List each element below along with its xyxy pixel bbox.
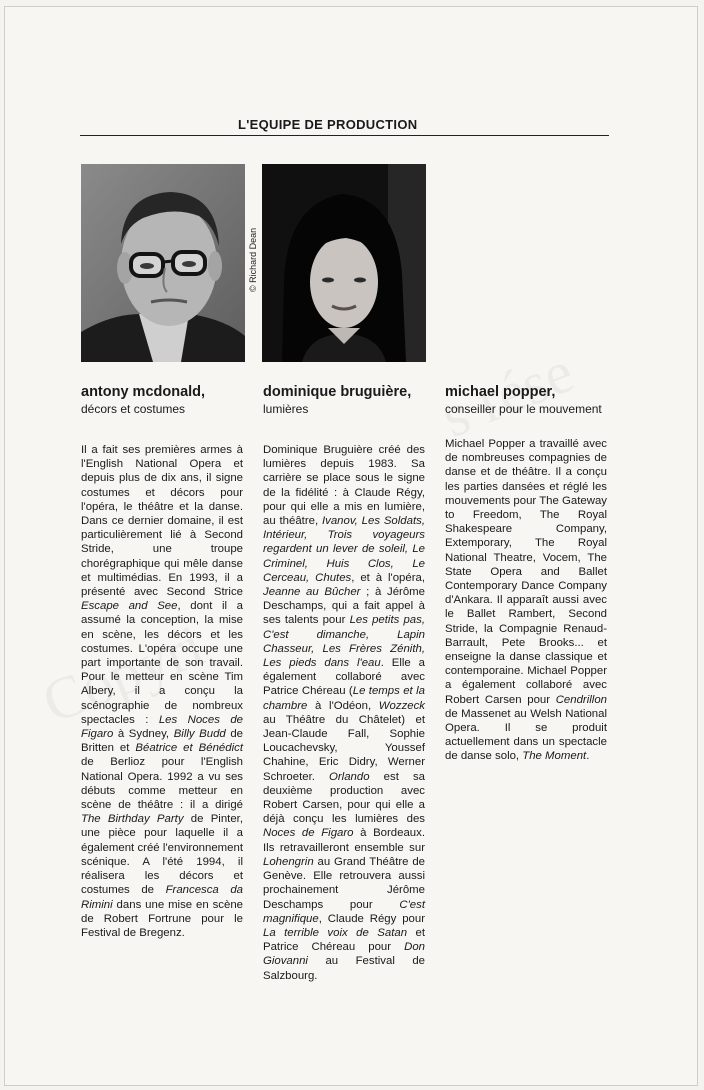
person-bio: Il a fait ses premières armes à l'English National Opera et depuis plus de dix ans, il signe costumes et décors pour l'opéra, le théâtre et la danse. Dans ce dernier domaine, il est particulièrement lié à Second Stride, une troupe chorégraphique qui mêle danse et multimédias. En 1993, il a présenté avec Second Strice Escape and See, dont il a assumé la conception, la mise en scène, les décors et les costumes. L'opéra occupe une part importante de son travail. Pour le metteur en scène Tim Albery, il a conçu la scénographie de nombreux spectacles : Les Noces de Figaro à Sydney, Billy Budd de Britten et Béatrice et Bénédict de Berlioz pour l'English National Opera. 1992 a vu ses débuts comme metteur en scène de théâtre : il a dirigé The Birthday Party de Pinter, une pièce pour laquelle il a également créé l'environnement scénique. A l'été 1994, il réalisera les décors et costumes de Francesca da Rimini dans une mise en scène de Robert Fortrune pour le Festival de Bregenz. bbox=[81, 444, 244, 939]
person-bio: Dominique Bruguière créé des lumières depuis 1983. Sa carrière se place sous le signe de la fidélité : à Claude Régy, pour qui elle a mis en lumière, au théâtre, Ivanov, Les Soldats, Intérieur, Trois voyageurs regardent un lever de soleil, Le Criminel, Huis Clos, Le Cerceau, Chutes, et à l'opéra, Jeanne au Bûcher ; à Jérôme Deschamps, qui a fait appel à ses talents pour Les petits pas, C'est dimanche, Lapin Chasseur, Les Frères Zénith, Les pieds dans l'eau. Elle a également collaboré avec Patrice Chéreau (Le temps et la chambre à l'Odéon, Wozzeck au Théâtre du Châtelet) et Jean-Claude Fall, Sophie Loucachevsky, Youssef Chahine, Eric Didry, Werner Schroeter. Orlando est sa deuxième production avec Robert Carsen, pour qui elle a déjà conçu les lumières des Noces de Figaro à Bordeaux. Ils retravailleront ensemble sur Lohengrin au Grand Théâtre de Genève. Elle retrouvera aussi prochainement Jérôme Deschamps pour C'est magnifique, Claude Régy pour La terrible voix de Satan et Patrice Chéreau pour Don Giovanni au Festival de Salzbourg. bbox=[263, 444, 426, 982]
page-title: L'EQUIPE DE PRODUCTION bbox=[238, 117, 418, 132]
title-rule bbox=[80, 135, 609, 136]
person-name: dominique bruguière, bbox=[263, 384, 412, 400]
column-antony-mcdonald bbox=[81, 384, 243, 940]
column-dominique-bruguiere bbox=[263, 384, 425, 983]
column-michael-popper bbox=[445, 384, 607, 764]
person-role: conseiller pour le mouvement bbox=[445, 402, 602, 416]
photo-credit: © Richard Dean bbox=[248, 227, 258, 292]
person-name: michael popper, bbox=[445, 384, 556, 400]
photo-dominique-bruguiere bbox=[262, 164, 426, 362]
person-role: décors et costumes bbox=[81, 402, 186, 416]
person-bio: Michael Popper a travaillé avec de nombreuses compagnies de danse et de théâtre. Il a conçu les parties dansées et réglé les mouvements pour The Gateway to Freedom, The Royal Shakespeare Company, Extemporary, The Royal National Theatre, Vocem, The State Opera and Ballet Contemporary Dance Company d'Ankara. Il apparaît aussi avec le Ballet Rambert, Second Stride, la Compagnie Renaud-Barrault, Pete Brooks... et enseigne la danse classique et contemporaine. Michael Popper a également collaboré avec Robert Carsen pour Cendrillon de Massenet au Welsh National Opera. Il se produit actuellement dans un spectacle de danse solo, The Moment. bbox=[445, 438, 607, 763]
person-role: lumières bbox=[263, 402, 309, 416]
photo-antony-mcdonald bbox=[81, 164, 245, 362]
person-name: antony mcdonald, bbox=[81, 384, 206, 400]
